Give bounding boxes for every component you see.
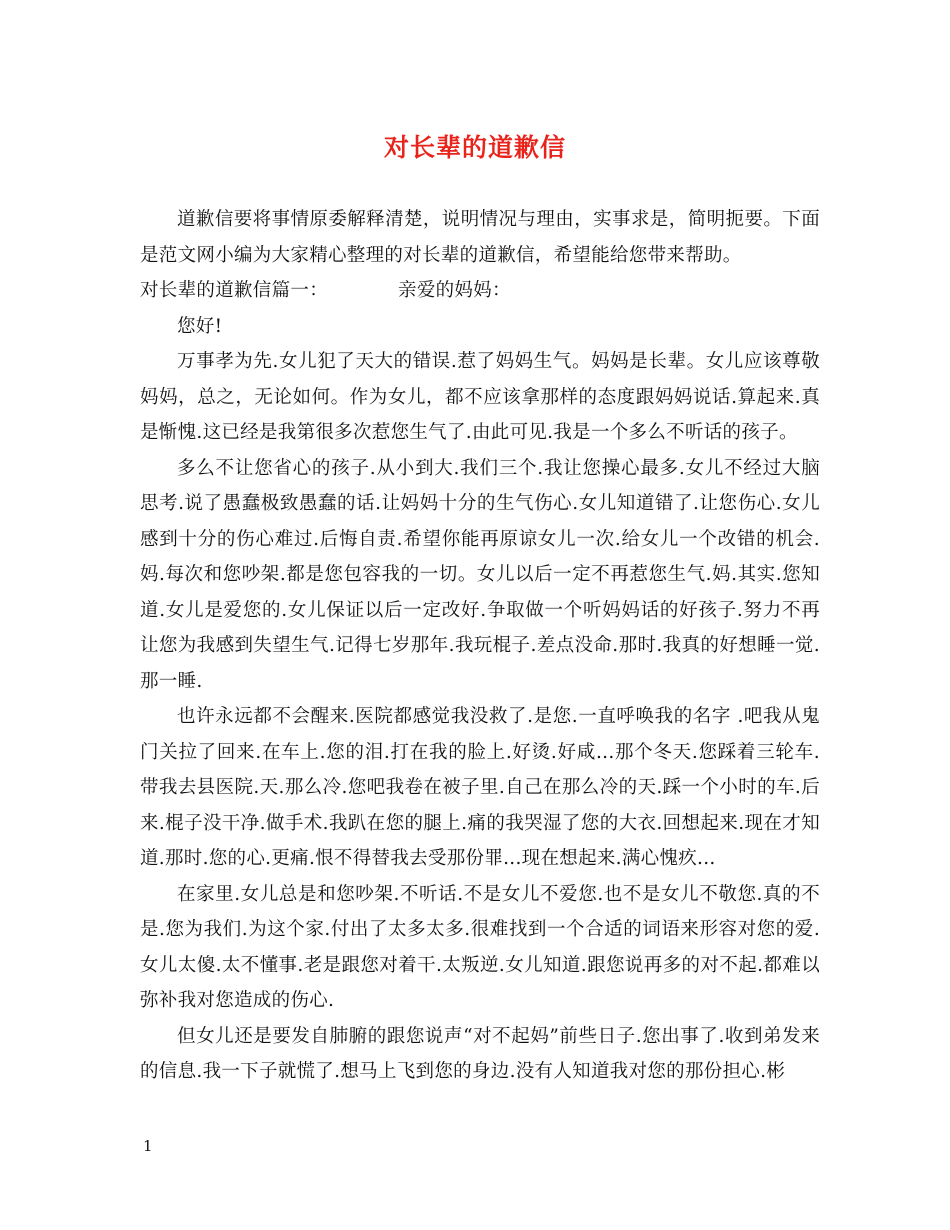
intro-paragraph: 道歉信要将事情原委解释清楚，说明情况与理由，实事求是，简明扼要。下面是范文网小编为大家精心整理的对长辈的道歉信，希望能给您带来帮助。 [140, 209, 820, 266]
greeting: 您好! [177, 315, 223, 337]
document-title: 对长辈的道歉信 [383, 133, 566, 162]
body-paragraph: 也许永远都不会醒来.医院都感觉我没救了.是您.一直呼唤我的名字 .吧我从鬼门关拉了回来.在车上.您的泪.打在我的脸上.好烫.好咸...那个冬天.您踩着三轮车.带我去县医院.天.那么冷.您吧我卷在被子里.自己在那么冷的天.踩一个小时的车.后来.棍子没干净.做手术.我趴在您的腿上.痛的我哭湿了您的大衣.回想起来.现在才知道.那时.您的心.更痛.恨不得替我去受那份罪...现在想起来.满心愧疚... [140, 706, 820, 869]
heading-line [140, 273, 820, 309]
document-body [140, 202, 820, 1090]
body-paragraph: 在家里.女儿总是和您吵架.不听话.不是女儿不爱您.也不是女儿不敬您.真的不是.您为我们.为这个家.付出了太多太多.很难找到一个合适的词语来形容对您的爱.女儿太傻.太不懂事.老是跟您对着干.太叛逆.女儿知道.跟您说再多的对不起.都难以弥补我对您造成的伤心. [140, 883, 820, 1011]
body-paragraph: 万事孝为先.女儿犯了天大的错误.惹了妈妈生气。妈妈是长辈。女儿应该尊敬妈妈，总之，无论如何。作为女儿，都不应该拿那样的态度跟妈妈说话.算起来.真是惭愧.这已经是我第很多次惹您生气了.由此可见.我是一个多么不听话的孩子。 [140, 351, 820, 443]
body-paragraph: 多么不让您省心的孩子.从小到大.我们三个.我让您操心最多.女儿不经过大脑思考.说了愚蠢极致愚蠢的话.让妈妈十分的生气伤心.女儿知道错了.让您伤心.女儿感到十分的伤心难过.后悔自责.希望你能再原谅女儿一次.给女儿一个改错的机会.妈.每次和您吵架.都是您包容我的一切。女儿以后一定不再惹您生气.妈.其实.您知道.女儿是爱您的.女儿保证以后一定改好.争取做一个听妈妈话的好孩子.努力不再让您为我感到失望生气.记得七岁那年.我玩棍子.差点没命.那时.我真的好想睡一觉.那一睡. [140, 457, 820, 692]
salutation: 亲爱的妈妈： [398, 280, 511, 301]
page-number: 1 [143, 1137, 153, 1155]
body-paragraph: 但女儿还是要发自肺腑的跟您说声“对不起妈”前些日子.您出事了.收到弟发来的信息.我一下子就慌了.想马上飞到您的身边.没有人知道我对您的那份担心.彬 [140, 1025, 820, 1082]
heading-label: 对长辈的道歉信篇一： [140, 280, 329, 301]
